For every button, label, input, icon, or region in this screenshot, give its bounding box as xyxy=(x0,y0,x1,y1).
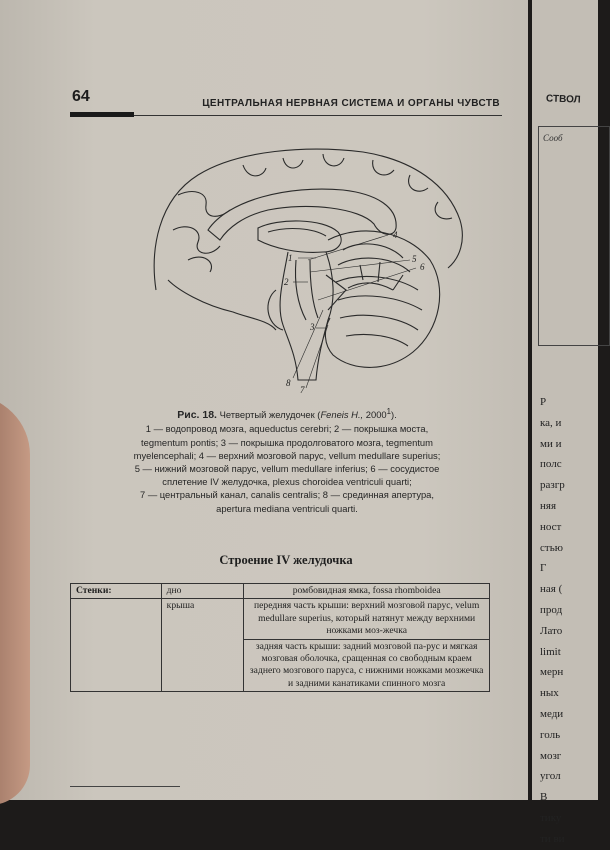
right-line: ная ( xyxy=(540,583,563,596)
right-line: В xyxy=(540,791,548,804)
figure-label-5: 5 xyxy=(412,254,417,264)
right-line: мерн xyxy=(540,666,564,679)
right-line: меди xyxy=(540,707,564,720)
running-head: ЦЕНТРАЛЬНАЯ НЕРВНАЯ СИСТЕМА И ОРГАНЫ ЧУВСТВ xyxy=(202,98,500,109)
cortex-outline xyxy=(154,149,462,290)
right-line: голь xyxy=(540,728,561,741)
table-row xyxy=(71,584,490,599)
header-bar xyxy=(70,112,134,117)
table-cell: дно xyxy=(161,584,244,599)
header-rule xyxy=(70,115,502,116)
page-number: 64 xyxy=(72,88,90,105)
right-line: Лато xyxy=(540,624,563,637)
right-line: ност xyxy=(540,520,562,533)
right-line: ти ви xyxy=(540,832,565,845)
right-line: разгр xyxy=(540,479,565,492)
caption-author: Feneis H., xyxy=(320,409,364,421)
section-title: Строение IV желудочка xyxy=(219,553,353,567)
caption-line: сплетение IV желудочка, plexus choroidea ventriculi quarti; xyxy=(162,476,412,488)
right-line: ка, и xyxy=(540,416,562,429)
table-row xyxy=(71,599,490,639)
caption-title-line xyxy=(82,405,492,422)
right-running-head: СТВОЛ xyxy=(545,93,581,106)
brain-illustration xyxy=(148,140,474,395)
brainstem xyxy=(280,252,333,380)
figure-label-7: 7 xyxy=(300,385,305,395)
caption-label: Рис. 18. xyxy=(177,409,217,422)
right-line: ных xyxy=(540,687,559,700)
thumb xyxy=(0,395,30,805)
table-cell: Стенки: xyxy=(71,584,162,599)
right-line: полс xyxy=(540,458,562,471)
right-line: limit xyxy=(540,645,561,658)
footnote-rule xyxy=(70,786,180,787)
figure-label-4: 4 xyxy=(393,230,398,240)
right-page xyxy=(532,0,598,845)
right-box-text: Сооб xyxy=(543,133,563,143)
caption-line: apertura mediana ventriculi quarti. xyxy=(216,502,358,514)
caption-sup: 1 xyxy=(386,407,391,416)
right-line: мозг xyxy=(540,749,562,762)
corpus-callosum xyxy=(208,189,396,240)
figure-label-1: 1 xyxy=(288,253,293,263)
right-line: угол xyxy=(540,770,561,783)
figure-label-6: 6 xyxy=(420,262,425,272)
table-cell: передняя часть крыши: верхний мозговой парус, velum medullare superius, который натянут между верхними ножками моз-жечка xyxy=(244,599,490,639)
caption-title: Четвертый желудочек ( xyxy=(219,409,321,421)
structure-table xyxy=(70,583,490,692)
caption-line: 7 — центральный канал, canalis centralis; 8 — срединная апертура, xyxy=(140,489,434,501)
caption-line: 5 — нижний мозговой парус, vellum medullare inferius; 6 — сосудистое xyxy=(134,462,440,474)
right-line: стью xyxy=(540,541,563,554)
right-box xyxy=(538,126,610,346)
right-line: ми и xyxy=(540,437,562,450)
table-cell xyxy=(71,599,162,692)
table-cell: задняя часть крыши: задний мозговой па-рус и мягкая мозговая оболочка, сращенная со свободным краем заднего мозгового паруса, с нижними ножками мозжечка и задними канатиками спинного мозга xyxy=(244,639,490,692)
page-header xyxy=(70,88,502,110)
table-cell: крыша xyxy=(161,599,244,692)
caption-close: ). xyxy=(391,409,397,421)
right-line: прод xyxy=(540,603,563,616)
figure-label-3: 3 xyxy=(310,322,315,332)
caption-year: 2000 xyxy=(363,409,387,421)
right-line: тику xyxy=(540,811,562,824)
right-line: няя xyxy=(540,499,557,512)
right-line: Р xyxy=(540,396,547,408)
caption-line: myelencephali; 4 — верхний мозговой парус, vellum medullare superius; xyxy=(133,449,441,461)
figure-caption xyxy=(82,405,492,515)
right-line: Г xyxy=(540,562,547,575)
figure-label-8: 8 xyxy=(286,378,291,388)
caption-line: tegmentum pontis; 3 — покрышка продолговатого мозга, tegmentum xyxy=(141,436,433,448)
caption-line: 1 — водопровод мозга, aqueductus cerebri; 2 — покрышка моста, xyxy=(145,423,429,435)
right-text xyxy=(540,392,610,850)
figure-label-2: 2 xyxy=(284,277,289,287)
table-cell: ромбовидная ямка, fossa rhomboidea xyxy=(244,584,490,599)
